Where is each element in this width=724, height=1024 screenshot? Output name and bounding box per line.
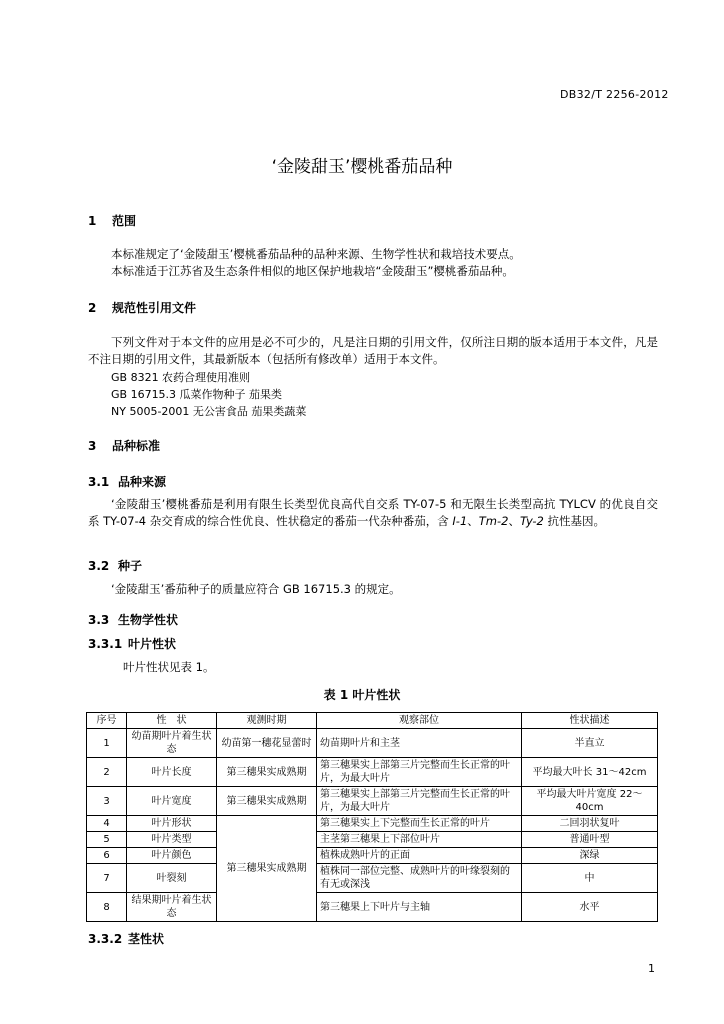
- section-title: 种子: [118, 559, 143, 573]
- paragraph-text: 抗性基因。: [543, 514, 606, 528]
- table-cell: 叶片宽度: [127, 787, 217, 816]
- leaf-traits-table: [86, 712, 658, 922]
- table-cell: 第三穗果实成熟期: [217, 758, 317, 787]
- table-row: [87, 864, 658, 893]
- section-number: 3.3.2: [88, 932, 123, 946]
- table-cell: 幼苗期叶片和主茎: [317, 729, 522, 758]
- table-header-cell: 性 状: [127, 713, 217, 729]
- table-cell: 主茎第三穗果上下部位叶片: [317, 832, 522, 848]
- leaf-traits-paragraph: 叶片性状见表 1。: [123, 660, 215, 674]
- section-3-3-2-heading: [88, 930, 164, 947]
- table-cell: 3: [87, 787, 127, 816]
- section-1-heading: [88, 212, 136, 229]
- reference-item: NY 5005-2001 无公害食品 茄果类蔬菜: [111, 405, 307, 418]
- scope-paragraph-1: 本标准规定了‘金陵甜玉’樱桃番茄品种的品种来源、生物学性状和栽培技术要点。: [111, 247, 521, 261]
- table-cell: 第三穗果实上下完整而生长正常的叶片: [317, 816, 522, 832]
- table-cell: 叶片颜色: [127, 848, 217, 864]
- table-row: [87, 893, 658, 922]
- references-paragraph: 下列文件对于本文件的应用是必不可少的，凡是注日期的引用文件，仅所注日期的版本适用于本文件，凡是不注日期的引用文件，其最新版本（包括所有修改单）适用于本文件。: [88, 335, 658, 366]
- table-header-cell: 观测时期: [217, 713, 317, 729]
- gene-name: I-1: [452, 514, 468, 528]
- section-number: 3.3: [88, 613, 110, 627]
- table-header-cell: 观察部位: [317, 713, 522, 729]
- table-cell: 6: [87, 848, 127, 864]
- section-title: 品种来源: [118, 475, 167, 489]
- table-cell: 叶片长度: [127, 758, 217, 787]
- table-cell: 1: [87, 729, 127, 758]
- section-number: 1: [88, 214, 97, 228]
- table-caption: 表 1 叶片性状: [323, 688, 401, 702]
- section-number: 3.2: [88, 559, 110, 573]
- table-cell: 平均最大叶长 31～42cm: [522, 758, 658, 787]
- table-cell: 二回羽状复叶: [522, 816, 658, 832]
- section-title: 品种标准: [112, 439, 161, 453]
- table-cell: 中: [522, 864, 658, 893]
- section-title: 规范性引用文件: [112, 301, 197, 315]
- table-cell: 半直立: [522, 729, 658, 758]
- section-3-heading: [88, 437, 160, 454]
- table-cell: 4: [87, 816, 127, 832]
- reference-item: GB 8321 农药合理使用准则: [111, 371, 251, 384]
- table-header-cell: 序号: [87, 713, 127, 729]
- document-number: DB32/T 2256-2012: [560, 88, 669, 101]
- section-title: 生物学性状: [118, 613, 179, 627]
- scope-paragraph-2: 本标准适于江苏省及生态条件相似的地区保护地栽培“金陵甜玉”樱桃番茄品种。: [111, 264, 514, 278]
- table-row: [87, 787, 658, 816]
- table-cell-merged-period: 第三穗果实成熟期: [217, 816, 317, 922]
- section-3-2-heading: [88, 557, 142, 574]
- table-cell: 平均最大叶片宽度 22～40cm: [522, 787, 658, 816]
- table-header-cell: 性状描述: [522, 713, 658, 729]
- section-number: 3.1: [88, 475, 110, 489]
- table-cell: 幼苗期叶片着生状态: [127, 729, 217, 758]
- table-cell: 叶片类型: [127, 832, 217, 848]
- table-header-row: [87, 713, 658, 729]
- table-cell: 7: [87, 864, 127, 893]
- table-row: [87, 848, 658, 864]
- table-cell: 叶片形状: [127, 816, 217, 832]
- table-cell: 深绿: [522, 848, 658, 864]
- table-cell: 第三穗果实上部第三片完整而生长正常的叶片，为最大叶片: [317, 758, 522, 787]
- section-3-3-1-heading: [88, 635, 176, 652]
- variety-source-paragraph: [88, 496, 658, 530]
- paragraph-text: ‘金陵甜玉’樱桃番茄是利用有限生长类型优良高代自交系 TY-07-5 和无限生长类型高抗 TYLCV 的优良自交系 TY-07-4 杂交育成的综合性优良、性状稳定的番茄一代杂种番茄，含: [88, 497, 658, 528]
- table-cell: 第三穗果实成熟期: [217, 787, 317, 816]
- section-3-3-heading: [88, 611, 178, 628]
- separator: 、: [467, 514, 479, 528]
- page-number: 1: [648, 962, 655, 975]
- table-cell: 8: [87, 893, 127, 922]
- section-title: 范围: [112, 214, 137, 228]
- table-cell: 5: [87, 832, 127, 848]
- table-cell: 第三穗果实上部第三片完整而生长正常的叶片，为最大叶片: [317, 787, 522, 816]
- section-number: 3.3.1: [88, 637, 123, 651]
- section-3-1-heading: [88, 473, 166, 490]
- table-cell: 植株成熟叶片的正面: [317, 848, 522, 864]
- table-cell: 普通叶型: [522, 832, 658, 848]
- table-row: [87, 832, 658, 848]
- table-cell: 幼苗第一穗花显蕾时: [217, 729, 317, 758]
- seed-paragraph: ‘金陵甜玉’番茄种子的质量应符合 GB 16715.3 的规定。: [111, 582, 401, 596]
- table-cell: 叶裂刻: [127, 864, 217, 893]
- gene-name: Ty-2: [519, 514, 544, 528]
- table-row: [87, 758, 658, 787]
- separator: 、: [508, 514, 520, 528]
- table-cell: 水平: [522, 893, 658, 922]
- section-number: 2: [88, 301, 97, 315]
- table-cell: 2: [87, 758, 127, 787]
- table-cell: 植株同一部位完整、成熟叶片的叶缘裂刻的有无或深浅: [317, 864, 522, 893]
- reference-item: GB 16715.3 瓜菜作物种子 茄果类: [111, 388, 283, 401]
- gene-name: Tm-2: [478, 514, 509, 528]
- document-title: ‘金陵甜玉’樱桃番茄品种: [271, 157, 453, 177]
- table-cell: 第三穗果上下叶片与主轴: [317, 893, 522, 922]
- section-title: 叶片性状: [128, 637, 177, 651]
- table-row: [87, 729, 658, 758]
- section-2-heading: [88, 299, 196, 316]
- section-number: 3: [88, 439, 97, 453]
- table-row: [87, 816, 658, 832]
- table-cell: 结果期叶片着生状态: [127, 893, 217, 922]
- section-title: 茎性状: [128, 932, 165, 946]
